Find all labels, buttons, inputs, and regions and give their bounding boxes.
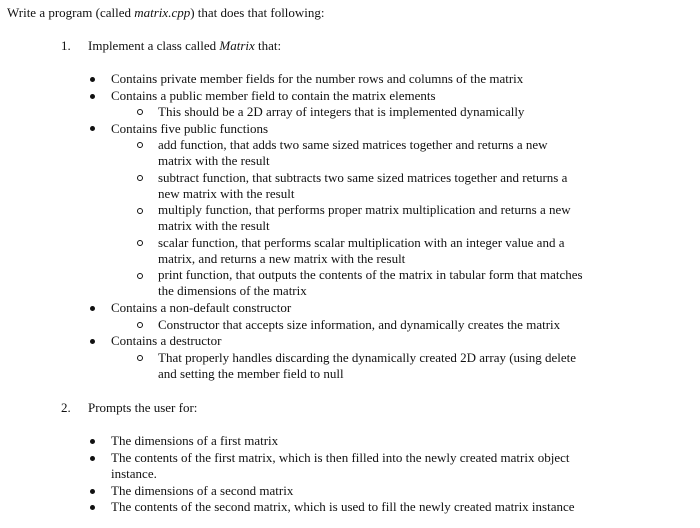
list-item: Contains five public functions xyxy=(111,121,269,136)
list-item: The dimensions of a second matrix xyxy=(111,483,294,498)
list-item: The dimensions of a first matrix xyxy=(111,433,279,448)
bullet-icon xyxy=(90,489,95,494)
bullet-icon xyxy=(90,439,95,444)
sub-list-item: Constructor that accepts size information, and dynamically creates the matrix xyxy=(158,317,561,332)
intro-suffix: ) that does that following: xyxy=(190,5,325,20)
bullet-icon xyxy=(90,126,95,131)
sub-bullet-icon xyxy=(137,355,143,361)
list-item: Contains a non-default constructor xyxy=(111,300,292,315)
intro-filename: matrix.cpp xyxy=(134,5,191,20)
list-item: Contains a destructor xyxy=(111,333,222,348)
sub-list-item-cont: new matrix with the result xyxy=(158,186,295,201)
sub-list-item: multiply function, that performs proper matrix multiplication and returns a new xyxy=(158,202,571,217)
sub-bullet-icon xyxy=(137,109,143,115)
sub-bullet-icon xyxy=(137,273,143,279)
sub-list-item: This should be a 2D array of integers that is implemented dynamically xyxy=(158,104,525,119)
section1-heading xyxy=(88,38,281,54)
sub-bullet-icon xyxy=(137,175,143,181)
section1-heading-prefix: Implement a class called xyxy=(88,38,220,53)
sub-list-item: print function, that outputs the contents of the matrix in tabular form that matches xyxy=(158,267,583,282)
sub-list-item: add function, that adds two same sized matrices together and returns a new xyxy=(158,137,548,152)
sub-list-item-cont: and setting the member field to null xyxy=(158,366,344,381)
bullet-icon xyxy=(90,94,95,99)
list-item-cont: instance. xyxy=(111,466,157,481)
section1-heading-italic: Matrix xyxy=(219,38,255,53)
intro-line xyxy=(7,5,325,21)
sub-list-item-cont: the dimensions of the matrix xyxy=(158,283,307,298)
list-item: The contents of the second matrix, which is used to fill the newly created matrix instance xyxy=(111,499,575,514)
bullet-icon xyxy=(90,77,95,82)
sub-bullet-icon xyxy=(137,240,143,246)
sub-list-item-cont: matrix with the result xyxy=(158,153,270,168)
sub-list-item-cont: matrix, and returns a new matrix with the result xyxy=(158,251,406,266)
intro-prefix: Write a program (called xyxy=(7,5,135,20)
section1-number: 1. xyxy=(61,38,71,53)
sub-list-item: scalar function, that performs scalar multiplication with an integer value and a xyxy=(158,235,565,250)
sub-bullet-icon xyxy=(137,322,143,328)
bullet-icon xyxy=(90,306,95,311)
sub-list-item: That properly handles discarding the dynamically created 2D array (using delete xyxy=(158,350,577,365)
sub-bullet-icon xyxy=(137,208,143,214)
sub-list-item: subtract function, that subtracts two same sized matrices together and returns a xyxy=(158,170,568,185)
list-item: The contents of the first matrix, which is then filled into the newly created matrix object xyxy=(111,450,570,465)
list-item: Contains a public member field to contain the matrix elements xyxy=(111,88,436,103)
list-item: Contains private member fields for the number rows and columns of the matrix xyxy=(111,71,524,86)
section2-heading: Prompts the user for: xyxy=(88,400,198,415)
bullet-icon xyxy=(90,339,95,344)
bullet-icon xyxy=(90,456,95,461)
sub-bullet-icon xyxy=(137,142,143,148)
bullet-icon xyxy=(90,505,95,510)
sub-list-item-cont: matrix with the result xyxy=(158,218,270,233)
section1-heading-suffix: that: xyxy=(254,38,282,53)
section2-number: 2. xyxy=(61,400,71,415)
